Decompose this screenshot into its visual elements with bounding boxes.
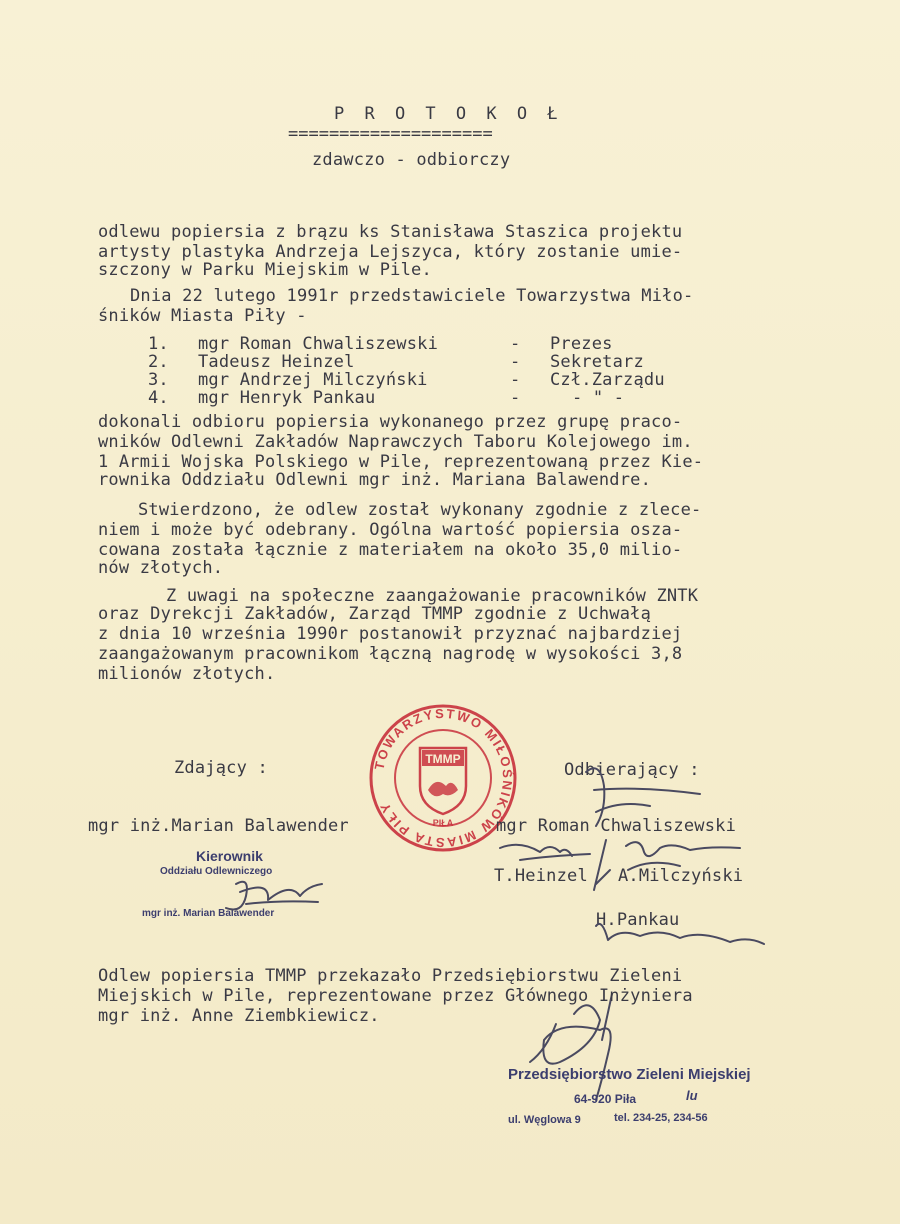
closing-line-2: Miejskich w Pile, reprezentowane przez Głównego Inżyniera: [98, 986, 693, 1006]
member-role: Prezes: [550, 334, 613, 354]
receiver-label: Odbierający :: [564, 760, 700, 780]
member-number: 1.: [148, 334, 169, 354]
member-dash: -: [510, 334, 521, 354]
paragraph4-line-5: milionów złotych.: [98, 664, 276, 684]
member-dash: -: [510, 352, 521, 372]
member-name: mgr Andrzej Milczyński: [198, 370, 428, 390]
stamp-bottom-text: PIŁA: [432, 818, 454, 828]
paragraph3-line-2: niem i może być odebrany. Ogólna wartość popiersia osza-: [98, 520, 683, 540]
kierownik-stamp-line-2: Oddziału Odlewniczego: [160, 866, 273, 877]
member-role: Czł.Zarządu: [550, 370, 665, 390]
member-name: Tadeusz Heinzel: [198, 352, 355, 372]
company-stamp-line-1: Przedsiębiorstwo Zieleni Miejskiej: [508, 1066, 751, 1083]
paragraph4-line-4: zaangażowanym pracownikom łączną nagrodę w wysokości 3,8: [98, 644, 683, 664]
paragraph4-line-3: z dnia 10 września 1990r postanowił przyznać najbardziej: [98, 624, 683, 644]
paragraph2-line-2: wników Odlewni Zakładów Naprawczych Taboru Kolejowego im.: [98, 432, 693, 452]
member-dash: -: [510, 388, 521, 408]
paragraph3-line-1: Stwierdzono, że odlew został wykonany zgodnie z zlece-: [138, 500, 702, 520]
paragraph1-line-1: Dnia 22 lutego 1991r przedstawiciele Towarzystwa Miło-: [130, 286, 694, 306]
title-underline: ====================: [288, 124, 493, 144]
paragraph3-line-4: nów złotych.: [98, 558, 224, 578]
intro-line-3: szczony w Parku Miejskim w Pile.: [98, 260, 432, 280]
kierownik-stamp-line-3: mgr inż. Marian Balawender: [142, 908, 275, 919]
company-stamp-line-4: tel. 234-25, 234-56: [614, 1112, 708, 1124]
kierownik-stamp-line-1: Kierownik: [196, 848, 263, 864]
stamp-outer-text: TOWARZYSTWO MIŁOŚNIKÓW MIASTA PIŁY: [371, 705, 516, 851]
paragraph2-line-4: rownika Oddziału Odlewni mgr inż. Mariana Balawendre.: [98, 470, 652, 490]
intro-line-2: artysty plastyka Andrzeja Lejszyca, który zostanie umie-: [98, 242, 683, 262]
company-stamp-mark: lu: [686, 1088, 698, 1103]
member-role: - " -: [572, 388, 625, 408]
company-stamp-line-3: ul. Węglowa 9: [508, 1114, 581, 1126]
document-title: P R O T O K O Ł: [334, 104, 563, 124]
member-name: mgr Henryk Pankau: [198, 388, 376, 408]
paragraph1-line-2: śników Miasta Piły -: [98, 306, 307, 326]
member-dash: -: [510, 370, 521, 390]
receiver-name-3: A.Milczyński: [618, 866, 744, 886]
paragraph2-line-1: dokonali odbioru popiersia wykonanego przez grupę praco-: [98, 412, 683, 432]
receiver-name-1: mgr Roman Chwaliszewski: [496, 816, 737, 836]
paragraph4-line-1: Z uwagi na społeczne zaangażowanie pracowników ZNTK: [166, 586, 699, 606]
paragraph3-line-3: cowana została łącznie z materiałem na około 35,0 milio-: [98, 540, 683, 560]
giver-label: Zdający :: [174, 758, 268, 778]
closing-line-3: mgr inż. Anne Ziembkiewicz.: [98, 1006, 380, 1026]
paragraph4-line-2: oraz Dyrekcji Zakładów, Zarząd TMMP zgodnie z Uchwałą: [98, 604, 652, 624]
document-subtitle: zdawczo - odbiorczy: [312, 150, 511, 170]
closing-line-1: Odlew popiersia TMMP przekazało Przedsiębiorstwu Zieleni: [98, 966, 683, 986]
member-number: 2.: [148, 352, 169, 372]
paragraph2-line-3: 1 Armii Wojska Polskiego w Pile, reprezentowaną przez Kie-: [98, 452, 704, 472]
member-role: Sekretarz: [550, 352, 644, 372]
company-stamp-line-2: 64-920 Piła: [574, 1092, 637, 1106]
giver-name: mgr inż.Marian Balawender: [88, 816, 349, 836]
stamp-center-text: TMMP: [425, 752, 461, 766]
intro-line-1: odlewu popiersia z brązu ks Stanisława Staszica projektu: [98, 222, 683, 242]
receiver-name-4: H.Pankau: [596, 910, 680, 930]
member-number: 3.: [148, 370, 169, 390]
member-name: mgr Roman Chwaliszewski: [198, 334, 439, 354]
member-number: 4.: [148, 388, 169, 408]
receiver-name-2: T.Heinzel: [494, 866, 588, 886]
